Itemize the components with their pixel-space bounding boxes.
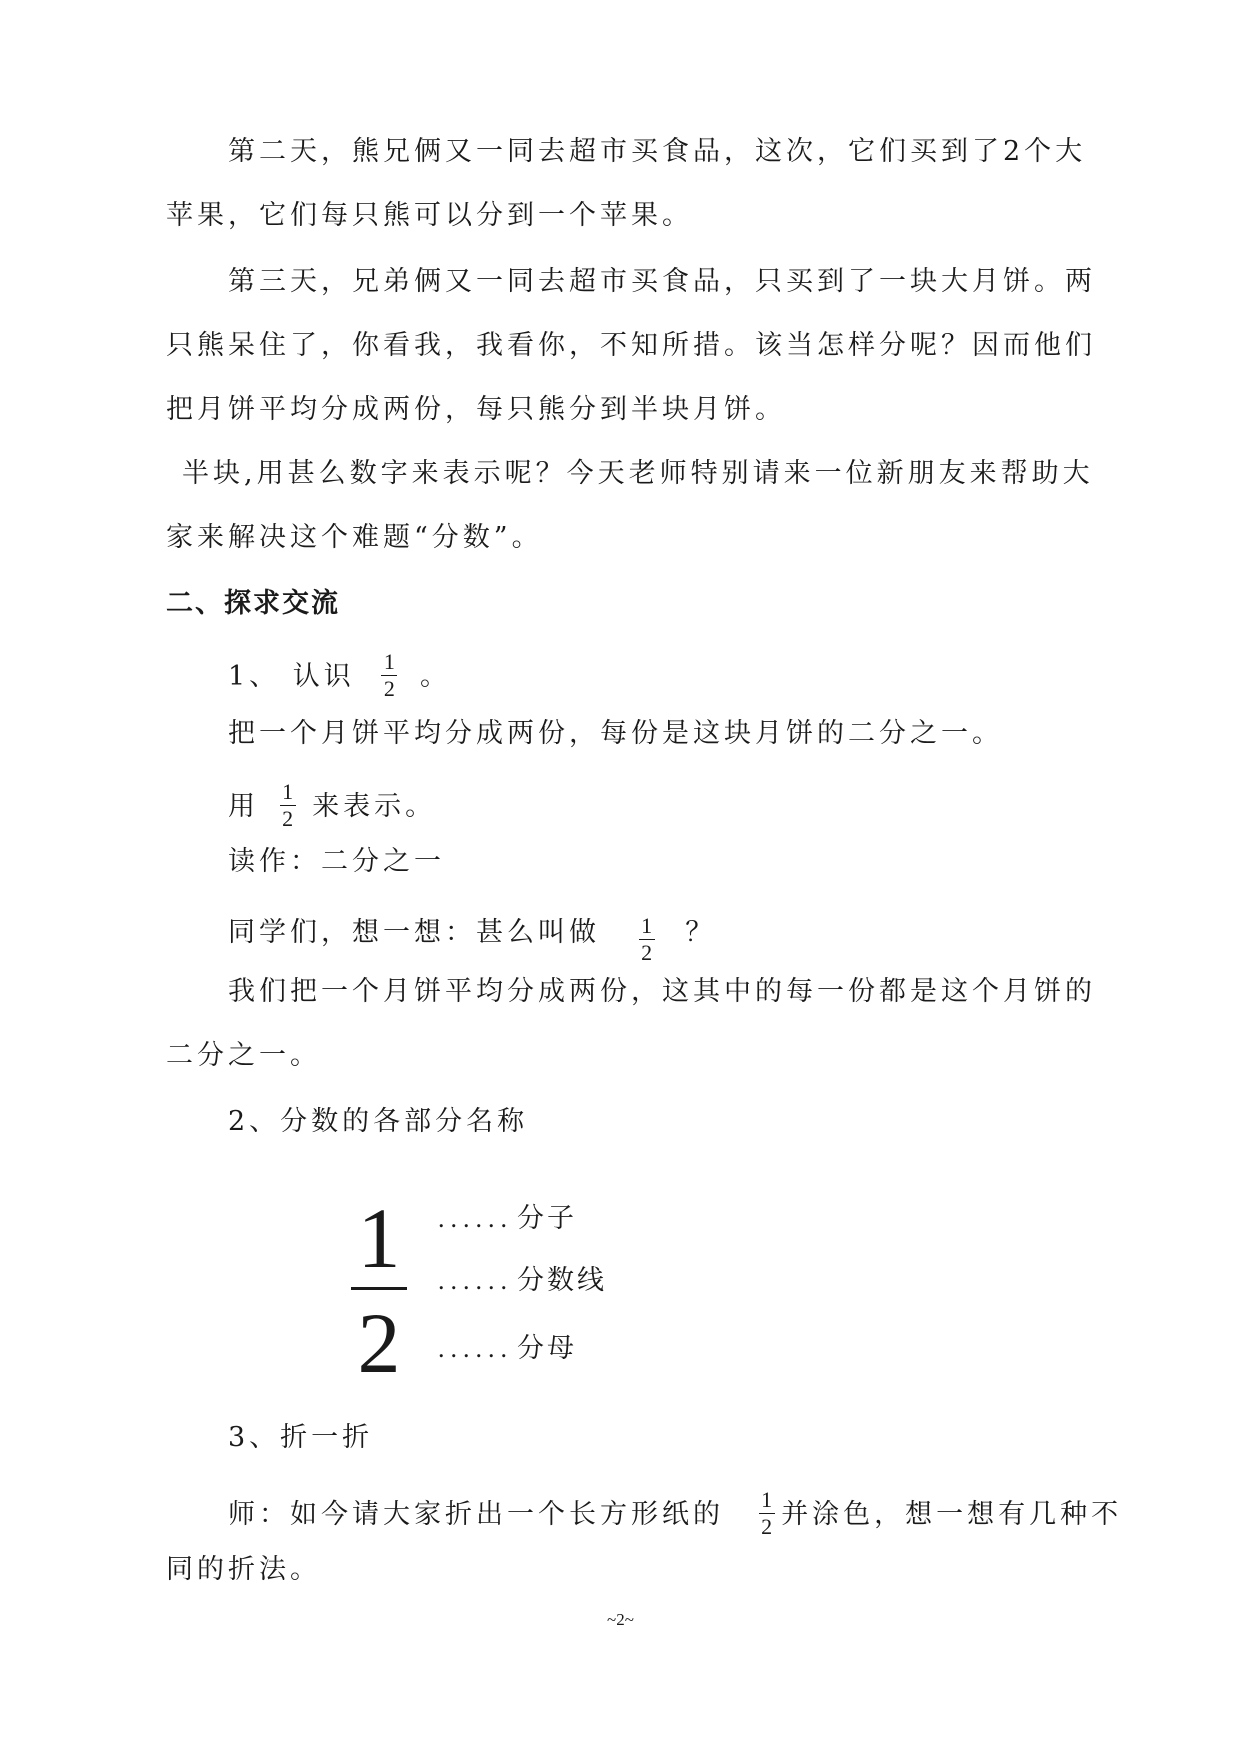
fraction-line-label-row (438, 1258, 607, 1297)
paragraph-line: 同的折法。 (166, 1554, 321, 1585)
paragraph-line: 我们把一个月饼平均分成两份，这其中的每一份都是这个月饼的 (228, 976, 1096, 1007)
inline-fraction (759, 1488, 775, 1539)
numerator-label-row (438, 1196, 577, 1235)
fraction-line-label: 分数线 (517, 1265, 607, 1296)
page-number: ~2~ (607, 1610, 634, 1629)
fraction-denominator: 2 (641, 940, 653, 966)
fraction-numerator: 1 (282, 779, 294, 804)
paragraph-line: 二分之一。 (166, 1040, 321, 1071)
paragraph-line: 家来解决这个难题“分数”。 (166, 522, 543, 553)
item3-line1 (228, 1487, 1123, 1541)
item3-title: 3、折一折 (228, 1422, 374, 1453)
fraction-diagram (345, 1190, 413, 1391)
paragraph-line: 半块,用甚么数字来表示呢？今天老师特别请来一位新朋友来帮助大 (182, 458, 1094, 489)
paragraph-line: 只熊呆住了，你看我，我看你，不知所措。该当怎样分呢？因而他们 (166, 330, 1096, 361)
section-heading: 二、探求交流 (166, 588, 340, 619)
line-b-suffix: 来表示。 (312, 791, 437, 823)
item1-title (228, 649, 451, 703)
fraction-denominator: 2 (383, 676, 395, 702)
fraction-denominator: 2 (761, 1514, 773, 1540)
paragraph-line: 第三天，兄弟俩又一同去超市买食品，只买到了一块大月饼。两 (228, 266, 1096, 297)
paragraph-line: 把月饼平均分成两份，每只熊分到半块月饼。 (166, 394, 786, 425)
leader-dots: ...... (438, 1204, 513, 1233)
fraction-numerator: 1 (641, 913, 653, 938)
line-b-prefix: 用 (228, 791, 259, 823)
numerator-label: 分子 (517, 1203, 577, 1234)
fraction-numerator: 1 (761, 1487, 773, 1512)
diagram-denominator: 2 (357, 1295, 401, 1391)
leader-dots: ...... (438, 1266, 513, 1295)
item1-line-b (228, 779, 437, 833)
fraction-numerator: 1 (383, 649, 395, 674)
item3-line1-prefix: 师：如今请大家折出一个长方形纸的 (228, 1499, 724, 1531)
leader-dots: ...... (438, 1334, 513, 1363)
item3-line1-suffix: 并涂色，想一想有几种不 (781, 1499, 1123, 1531)
inline-fraction (639, 914, 655, 965)
diagram-fraction-line (351, 1287, 407, 1290)
line-d-suffix: ？ (685, 917, 717, 949)
item1-prefix: 1、 认识 (228, 661, 355, 693)
paragraph-line: 第二天，熊兄俩又一同去超市买食品，这次，它们买到了2个大 (228, 136, 1087, 167)
inline-fraction (381, 650, 397, 701)
diagram-numerator: 1 (357, 1190, 401, 1286)
inline-fraction (280, 780, 296, 831)
item2-title: 2、分数的各部分名称 (228, 1106, 529, 1137)
paragraph-line: 读作：二分之一 (228, 846, 445, 877)
item1-suffix: 。 (419, 661, 451, 693)
paragraph-line: 苹果，它们每只熊可以分到一个苹果。 (166, 200, 693, 231)
line-d-prefix: 同学们，想一想：甚么叫做 (228, 917, 600, 949)
denominator-label: 分母 (517, 1333, 577, 1364)
denominator-label-row (438, 1326, 577, 1365)
paragraph-line: 把一个月饼平均分成两份，每份是这块月饼的二分之一。 (228, 718, 1003, 749)
item1-line-d (228, 908, 717, 966)
fraction-denominator: 2 (282, 806, 294, 832)
